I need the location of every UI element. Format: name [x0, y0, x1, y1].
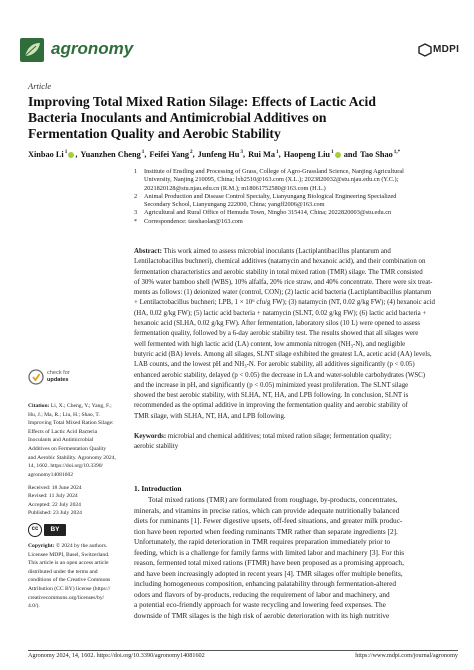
abstract-text: LAB counts, and the lowest pH and NH₃-N. For aerobic stability, all additives significantly (p < 0.05) [134, 361, 415, 369]
affiliation-line: University, Nanjing 210095, China; lxb2510@163.com (X.L.); 2023820032@stu.njau.edu.cn (Y.C.); [144, 176, 399, 184]
author [80, 150, 146, 159]
abstract-line [134, 247, 462, 257]
author-separator: , [75, 149, 78, 159]
abstract-text: butyric acid (BA) levels. Among all silages, SLNT silage exhibited the greatest LA, acetic acid (AA) levels, [134, 350, 432, 358]
abstract-label: Abstract: [134, 248, 164, 255]
citation-line [28, 436, 128, 445]
author-name: Haopeng Liu [283, 149, 331, 159]
cc-by-license-badge[interactable] [28, 523, 70, 537]
abstract-line [134, 391, 462, 401]
abstract-text: enhanced aerobic stability, delayed (p < 0.05) the decrease in LA and water-soluble carbohydrates (WSC) [134, 371, 426, 379]
keywords [134, 432, 462, 453]
keywords-text: microbial and chemical additives; total mixed ration silage; fermentation quality; [167, 433, 392, 440]
affiliation-number: * [134, 217, 138, 225]
abstract-text: of 30% water bamboo shell (WBS), 10% alfalfa, 20% rice straw, and 40% concentrate. There were six treat- [134, 278, 433, 286]
author [28, 150, 77, 159]
journal-name: agronomy [51, 39, 134, 58]
abstract-text: TMR silage, with SLHA, NT, HA, and LPB following. [134, 412, 286, 420]
author-name: Rui Ma [248, 149, 276, 159]
abstract-text: recommended as the optimal additive in improving the fermentation quality and aerobic stability of [134, 402, 408, 410]
citation-block [28, 402, 128, 479]
author-separator: , [144, 149, 147, 159]
affiliation-line: Correspondence: taoshaolan@163.com [144, 217, 243, 225]
citation-line [28, 462, 128, 471]
author-affiliation-marker: 3 [240, 149, 243, 155]
abstract-text: fermentation quality, followed by a 6-day aerobic stability test. The results showed that all silages were [134, 330, 419, 338]
introduction-line: feeding, which is a challenge for family farms with limited labor and machinery [3]. For this [134, 547, 405, 557]
abstract-line [134, 257, 462, 267]
abstract-text: hexanoic acid (SLHA, 0.02 g/kg FW). After fermentation, laboratory silos (10 L) were opened to assess [134, 320, 421, 328]
author-separator: , [192, 149, 195, 159]
citation-line [28, 471, 128, 480]
copyright-line [28, 576, 128, 585]
affiliation-line: Agricultural and Rural Office of Hemudu Town, Ningbo 315414, China; 2022820003@stu.edu.cn [144, 209, 392, 217]
keywords-line [134, 432, 462, 442]
author-affiliation-marker: 1 [64, 149, 68, 155]
abstract-line [134, 412, 462, 422]
copyright-text: creativecommons.org/licenses/by/ [28, 594, 105, 601]
affiliation-line: Institute of Ensiling and Processing of Grass, College of Agro-Grassland Science, Nanjing Agricultural [144, 168, 404, 175]
publication-date: Revised: 11 July 2024 [28, 493, 78, 500]
title-line: Bacteria Inoculants and Antimicrobial Additives on [28, 110, 327, 126]
copyright-text: distributed under the terms and [28, 568, 98, 575]
citation-text: Li, X.; Cheng, Y.; Yang, F.; [50, 403, 112, 409]
publication-dates [28, 484, 128, 518]
author-separator: , [242, 149, 246, 159]
author-affiliation-marker: 1 [141, 149, 145, 155]
citation-line [28, 445, 128, 454]
journal-logo[interactable] [20, 38, 190, 64]
abstract-line [134, 278, 462, 288]
affiliation-item [134, 193, 464, 210]
publication-date: Published: 23 July 2024 [28, 510, 82, 517]
affiliation-number: 1 [134, 168, 138, 175]
introduction-line: diets for ruminants [1]. Fewer digestive upsets, off-feed situations, and greater milk produc- [134, 516, 403, 525]
footer-journal-url[interactable]: https://www.mdpi.com/journal/agronomy [355, 652, 458, 659]
check-for-updates-badge[interactable] [28, 368, 88, 388]
publication-date: Received: 18 June 2024 [28, 485, 82, 491]
author-affiliation-marker: 1,* [393, 149, 401, 155]
affiliation-list [134, 168, 464, 226]
author-affiliation-marker: 2 [189, 149, 193, 155]
copyright-text: 4.0/). [28, 603, 40, 610]
abstract-text: This work aimed to assess microbial inoculants (Lactiplantibacillus plantarum and [163, 248, 391, 255]
citation-line [28, 402, 128, 411]
introduction-line: and have been increasingly adopted in recent years [4]. TMR silages offer multiple benefits, [134, 568, 403, 578]
abstract-text: (HA, 0.02 g/kg FW); (5) lactic acid bacteria + natamycin (SLNT, 0.02 g/kg FW); (6) lactic acid bacteria + [134, 309, 427, 317]
copyright-line [28, 585, 128, 594]
introduction-body [134, 495, 462, 621]
introduction-line: Unfortunately, the rapid deterioration in TMR requires preparation immediately prior to [134, 537, 391, 546]
author-affiliation-marker: 1 [276, 149, 279, 155]
citation-text: Additives on Fermentation Quality [28, 445, 107, 452]
check-updates-icon [28, 369, 44, 385]
abstract-line [134, 298, 462, 308]
affiliation-item [134, 168, 464, 193]
check-updates-line-2: updates [47, 376, 69, 383]
introduction-line: reason, fermented total mixed rations (FTMR) have been proposed as a promising approach, [134, 558, 404, 567]
abstract-text: fermentation characteristics and aerobic stability in total mixed ration (TMR) silage. The TMR consisted [134, 268, 423, 276]
author [198, 150, 245, 159]
author [248, 150, 281, 159]
publication-date: Accepted: 22 July 2024 [28, 501, 81, 508]
citation-text: agronomy14081602 [28, 471, 74, 478]
abstract-line [134, 288, 462, 298]
abstract-text: showed the best aerobic stability, with SLHA, NT, HA, and LPB following. In conclusion, SLNT is [134, 392, 409, 400]
footer-divider [28, 650, 458, 651]
abstract-text: + Lentilactobacillus buchneri; LPB, 1 × 10⁶ cfu/g FW); (3) natamycin (NT, 0.02 g/kg FW); (4) hexanoic acid [134, 299, 435, 307]
footer-citation-text: Agronomy 2024, 14, 1602. https://doi.org/10.3390/agronomy14081602 [28, 652, 205, 659]
title-line: Fermentation Quality and Aerobic Stability [28, 126, 281, 142]
author [284, 150, 357, 159]
abstract-line [134, 309, 462, 319]
abstract-line [134, 268, 462, 278]
author-name: Feifei Yang [149, 149, 189, 159]
copyright-text: This article is an open access article [28, 560, 109, 567]
author-affiliation-marker: 1 [331, 149, 334, 155]
by-icon: BY [44, 524, 66, 536]
author [360, 150, 400, 159]
author [149, 150, 194, 159]
abstract-line [134, 401, 462, 411]
abstract-text: well fermented with high lactic acid (LA) content, low ammonia nitrogen (NH₃-N), and negligible [134, 340, 406, 348]
title-line: Improving Total Mixed Ration Silage: Effects of Lactic Acid [28, 94, 376, 109]
keywords-label: Keywords: [134, 433, 168, 440]
orcid-icon [68, 152, 74, 158]
author-list [28, 149, 468, 159]
introduction-line: minerals, and vitamins in precise ratios, which can provide adequate nutritionally balanced [134, 505, 400, 515]
orcid-icon [335, 152, 341, 158]
copyright-line [28, 602, 128, 611]
abstract-line [134, 329, 462, 339]
introduction-line: including homogeneous composition, enhancing palatability through fermentation-altered [134, 579, 397, 588]
affiliation-line: 2021820128@stu.njau.edu.cn (R.M.); m18061752580@163.com (H.L.) [144, 184, 326, 192]
introduction-line: downside of TMR silages is the high risk of aerobic deterioration with its high nutritive [134, 610, 390, 620]
citation-text: Hu, J.; Ma, R.; Liu, H.; Shao, T. [28, 411, 100, 418]
copyright-label: Copyright: © 2024 by the authors. [28, 543, 108, 549]
copyright-text: conditions of the Creative Commons [28, 577, 111, 584]
copyright-line [28, 594, 128, 603]
keywords-text: aerobic stability [134, 443, 179, 451]
affiliation-number: 3 [134, 209, 138, 217]
affiliation-item [134, 209, 464, 217]
author-separator: , [278, 149, 281, 159]
citation-text: and Aerobic Stability. Agronomy 2024, [28, 454, 116, 461]
copyright-block [28, 542, 128, 611]
abstract-text: Lentilactobacillus buchneri), chemical additives (natamycin and hexanoic acid), and their combination on [134, 258, 426, 266]
copyright-text: Attribution (CC BY) license (https:// [28, 585, 111, 592]
introduction-line: odors and flavors of by-products, reducing the requirement of labor and machinery, and [134, 589, 390, 599]
citation-text: Effects of Lactic Acid Bacteria [28, 428, 98, 435]
copyright-line [28, 559, 128, 568]
article-type: Article [28, 81, 52, 91]
affiliation-line: Secondary School, Lianyungang 222000, China; yangff2006@163.com [144, 201, 325, 209]
abstract [134, 247, 462, 422]
citation-label: Citation: [28, 403, 51, 409]
author-name: Yuanzhen Cheng [80, 149, 141, 159]
citation-text: 14, 1602. https://doi.org/10.3390/ [28, 463, 104, 470]
citation-text: Inoculants and Antimicrobial [28, 437, 94, 444]
abstract-text: and the increase in pH, and significantly (p < 0.05) minimized yeast proliferation. The SLNT silage [134, 381, 409, 389]
abstract-text: ments as follows: (1) deionized water (control, CON); (2) lactic acid bacteria (Lactiplantibacillus plantarum [134, 289, 432, 297]
section-heading-introduction: 1. Introduction [134, 484, 182, 493]
abstract-line [134, 360, 462, 370]
article-title [28, 94, 458, 143]
mdpi-hex-icon [418, 43, 432, 57]
keywords-line [134, 442, 462, 452]
copyright-line [28, 551, 128, 560]
abstract-line [134, 319, 462, 329]
abstract-line [134, 371, 462, 381]
copyright-text: Licensee MDPI, Basel, Switzerland. [28, 551, 110, 558]
abstract-line [134, 340, 462, 350]
author-name: Tao Shao [360, 149, 393, 159]
abstract-line [134, 381, 462, 391]
introduction-line: Total mixed rations (TMR) are formulated from roughage, by-products, concentrates, [148, 495, 398, 504]
author-name: Junfeng Hu [197, 149, 240, 159]
check-updates-line-1: check for [47, 370, 70, 376]
author-name: Xinbao Li [28, 149, 64, 159]
introduction-line: a potential eco-friendly approach for waste recycling and lowering feed expenses. The [134, 600, 386, 609]
citation-line [28, 428, 128, 437]
abstract-line [134, 350, 462, 360]
author-separator: and [341, 149, 358, 159]
introduction-line: tion have been reported when feeding ruminants TMR rather than separate ingredients [2]. [134, 526, 398, 536]
cc-icon: cc [28, 523, 42, 537]
copyright-line [28, 542, 128, 551]
citation-line [28, 419, 128, 428]
mdpi-logo[interactable] [418, 40, 458, 60]
journal-logo-icon [20, 38, 44, 62]
affiliation-item [134, 218, 464, 226]
affiliation-number: 2 [134, 192, 138, 200]
affiliation-line: Animal Production and Disease Control Specialty, Lianyungang Biological Engineering Specialized [144, 192, 397, 200]
footer-citation [28, 652, 205, 659]
citation-text: Improving Total Mixed Ration Silage: [28, 420, 114, 427]
citation-line [28, 411, 128, 420]
copyright-line [28, 568, 128, 577]
publisher-name: MDPI [433, 44, 460, 55]
citation-line [28, 454, 128, 463]
